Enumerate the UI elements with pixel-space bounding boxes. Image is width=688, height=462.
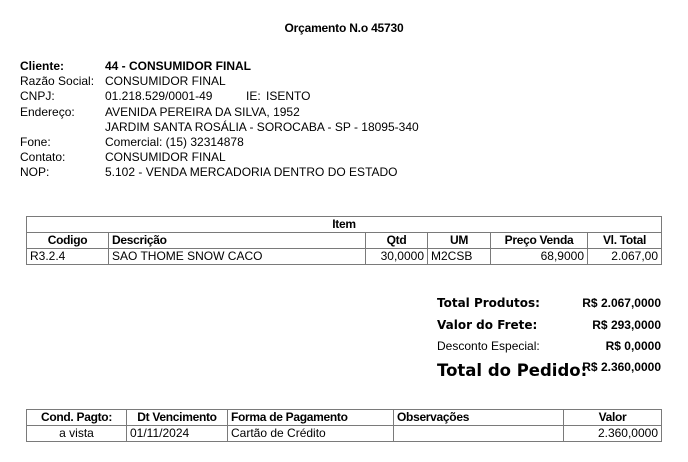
- contato-value: CONSUMIDOR FINAL: [105, 150, 226, 165]
- document-title: Orçamento N.o 45730: [284, 21, 404, 35]
- total-produtos-value: R$ 2.067,0000: [582, 296, 661, 310]
- col-header-codigo: Codigo: [27, 233, 109, 249]
- total-pedido-value: R$ 2.360,0000: [582, 360, 661, 374]
- items-header-row: [27, 233, 662, 249]
- col-header-dt-vencimento: Dt Vencimento: [127, 410, 228, 426]
- cell-qtd: 30,0000: [366, 249, 428, 265]
- endereco-line2-value: JARDIM SANTA ROSÁLIA - SOROCABA - SP - 18095-340: [105, 119, 419, 134]
- endereco-value: AVENIDA PEREIRA DA SILVA, 1952: [105, 104, 300, 119]
- total-produtos-row: [437, 296, 661, 318]
- fone-value: Comercial: (15) 32314878: [105, 134, 244, 149]
- cell-dt-vencimento: 01/11/2024: [127, 426, 228, 442]
- cell-vl-total: 2.067,00: [588, 249, 662, 265]
- nop-label: NOP:: [20, 165, 50, 180]
- desconto-value: R$ 0,0000: [605, 339, 661, 353]
- valor-frete-value: R$ 293,0000: [592, 318, 661, 332]
- cell-forma-pagamento: Cartão de Crédito: [228, 426, 394, 442]
- client-label: Cliente:: [20, 59, 65, 73]
- cnpj-value: 01.218.529/0001-49: [105, 89, 213, 104]
- cell-descricao: SAO THOME SNOW CACO: [109, 249, 366, 265]
- fone-label: Fone:: [20, 134, 51, 149]
- desconto-row: [437, 339, 661, 360]
- table-row: [27, 249, 662, 265]
- totals-block: [437, 296, 661, 382]
- valor-frete-row: [437, 318, 661, 339]
- col-header-qtd: Qtd: [366, 233, 428, 249]
- contato-label: Contato:: [20, 150, 66, 165]
- col-header-descricao: Descrição: [109, 233, 366, 249]
- valor-frete-label: Valor do Frete:: [437, 318, 538, 332]
- items-caption: Item: [27, 217, 662, 233]
- cell-preco-venda: 68,9000: [491, 249, 588, 265]
- payment-header-row: [27, 410, 662, 426]
- col-header-observacoes: Observações: [394, 410, 564, 426]
- ie-value: ISENTO: [266, 89, 311, 104]
- cell-um: M2CSB: [428, 249, 491, 265]
- total-pedido-row: [437, 360, 661, 382]
- client-value: 44 - CONSUMIDOR FINAL: [105, 59, 252, 73]
- items-table: [26, 216, 662, 265]
- col-header-preco-venda: Preço Venda: [491, 233, 588, 249]
- col-header-cond-pagto: Cond. Pagto:: [27, 410, 127, 426]
- col-header-vl-total: Vl. Total: [588, 233, 662, 249]
- payment-table: [26, 409, 662, 442]
- total-pedido-label: Total do Pedido:: [437, 361, 588, 380]
- cell-cond-pagto: a vista: [27, 426, 127, 442]
- razao-social-value: CONSUMIDOR FINAL: [105, 74, 226, 89]
- cell-valor: 2.360,0000: [564, 426, 662, 442]
- cell-codigo: R3.2.4: [27, 249, 109, 265]
- desconto-label: Desconto Especial:: [437, 339, 540, 353]
- items-caption-row: [27, 217, 662, 233]
- col-header-um: UM: [428, 233, 491, 249]
- table-row: [27, 426, 662, 442]
- col-header-forma-pagamento: Forma de Pagamento: [228, 410, 394, 426]
- razao-social-label: Razão Social:: [20, 74, 95, 89]
- col-header-valor: Valor: [564, 410, 662, 426]
- cnpj-label: CNPJ:: [20, 89, 55, 104]
- total-produtos-label: Total Produtos:: [437, 296, 540, 310]
- ie-label: IE:: [246, 89, 261, 104]
- endereco-label: Endereço:: [20, 104, 75, 119]
- cell-observacoes: [394, 426, 564, 442]
- nop-value: 5.102 - VENDA MERCADORIA DENTRO DO ESTADO: [105, 165, 398, 180]
